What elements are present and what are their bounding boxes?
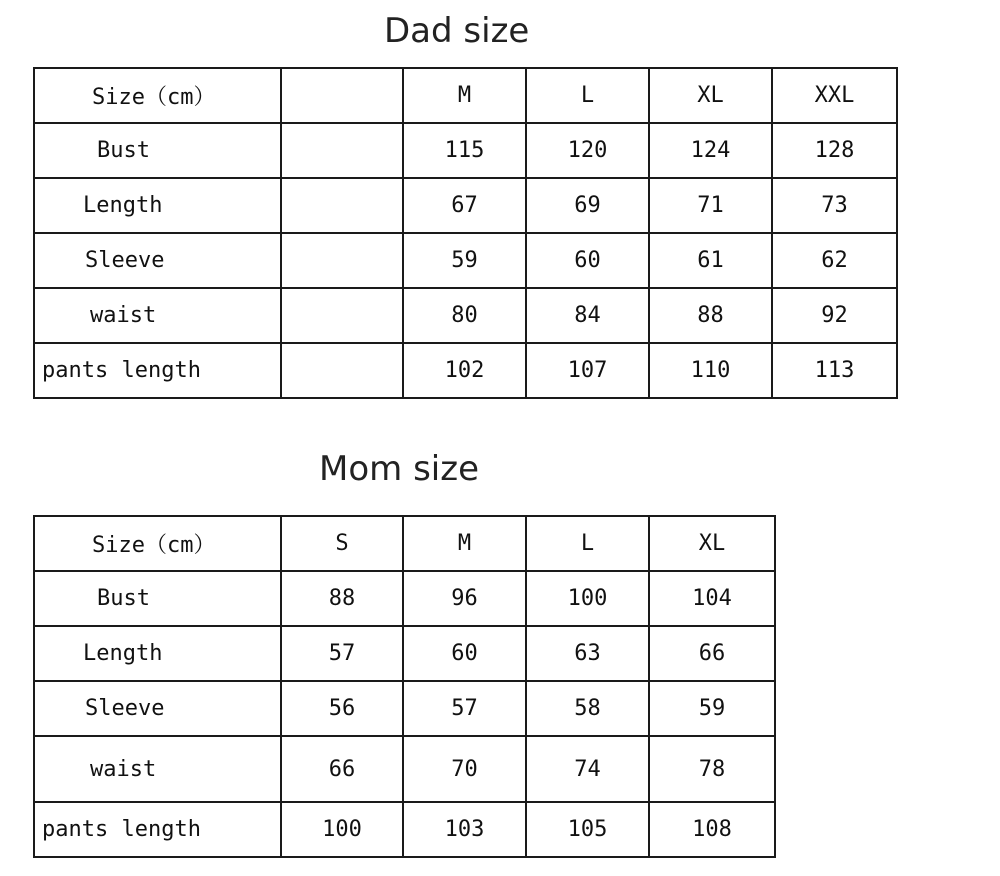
- table-header-row: [34, 516, 775, 571]
- value-cell: 60: [403, 626, 526, 681]
- table-header-row: [34, 68, 897, 123]
- mom-size-table: [33, 515, 776, 858]
- row-label: waist: [34, 736, 281, 802]
- row-label: Bust: [34, 123, 281, 178]
- value-cell: 73: [772, 178, 897, 233]
- value-cell: 57: [403, 681, 526, 736]
- header-cell: XXL: [772, 68, 897, 123]
- value-cell: 100: [281, 802, 403, 857]
- value-cell: 59: [649, 681, 775, 736]
- value-cell: 110: [649, 343, 772, 398]
- header-cell: Size（cm）: [34, 68, 281, 123]
- row-label: Bust: [34, 571, 281, 626]
- table-row: [34, 343, 897, 398]
- value-cell: 88: [649, 288, 772, 343]
- value-cell: 104: [649, 571, 775, 626]
- empty-cell: [281, 288, 403, 343]
- table-row: [34, 123, 897, 178]
- value-cell: 57: [281, 626, 403, 681]
- empty-cell: [281, 343, 403, 398]
- header-cell: S: [281, 516, 403, 571]
- value-cell: 60: [526, 233, 649, 288]
- value-cell: 92: [772, 288, 897, 343]
- dad-size-title: Dad size: [384, 11, 530, 51]
- header-cell: M: [403, 516, 526, 571]
- table-row: [34, 233, 897, 288]
- value-cell: 59: [403, 233, 526, 288]
- header-cell: XL: [649, 516, 775, 571]
- row-label: pants length: [34, 343, 281, 398]
- table-row: [34, 626, 775, 681]
- value-cell: 108: [649, 802, 775, 857]
- value-cell: 61: [649, 233, 772, 288]
- value-cell: 66: [281, 736, 403, 802]
- table-row: [34, 736, 775, 802]
- empty-cell: [281, 233, 403, 288]
- header-cell: XL: [649, 68, 772, 123]
- dad-size-table: [33, 67, 898, 399]
- empty-cell: [281, 123, 403, 178]
- value-cell: 58: [526, 681, 649, 736]
- table-row: [34, 178, 897, 233]
- value-cell: 100: [526, 571, 649, 626]
- value-cell: 96: [403, 571, 526, 626]
- value-cell: 70: [403, 736, 526, 802]
- header-cell: M: [403, 68, 526, 123]
- table-row: [34, 288, 897, 343]
- value-cell: 124: [649, 123, 772, 178]
- empty-cell: [281, 178, 403, 233]
- value-cell: 107: [526, 343, 649, 398]
- row-label: Sleeve: [34, 681, 281, 736]
- value-cell: 120: [526, 123, 649, 178]
- value-cell: 105: [526, 802, 649, 857]
- value-cell: 62: [772, 233, 897, 288]
- table-row: [34, 681, 775, 736]
- value-cell: 102: [403, 343, 526, 398]
- value-cell: 88: [281, 571, 403, 626]
- row-label: Length: [34, 178, 281, 233]
- value-cell: 69: [526, 178, 649, 233]
- value-cell: 74: [526, 736, 649, 802]
- value-cell: 113: [772, 343, 897, 398]
- mom-size-title: Mom size: [319, 449, 479, 489]
- table-row: [34, 802, 775, 857]
- header-cell: [281, 68, 403, 123]
- value-cell: 63: [526, 626, 649, 681]
- value-cell: 115: [403, 123, 526, 178]
- value-cell: 84: [526, 288, 649, 343]
- header-cell: L: [526, 68, 649, 123]
- row-label: Sleeve: [34, 233, 281, 288]
- row-label: waist: [34, 288, 281, 343]
- header-cell: Size（cm）: [34, 516, 281, 571]
- row-label: pants length: [34, 802, 281, 857]
- value-cell: 56: [281, 681, 403, 736]
- value-cell: 66: [649, 626, 775, 681]
- row-label: Length: [34, 626, 281, 681]
- value-cell: 78: [649, 736, 775, 802]
- value-cell: 103: [403, 802, 526, 857]
- value-cell: 71: [649, 178, 772, 233]
- header-cell: L: [526, 516, 649, 571]
- value-cell: 80: [403, 288, 526, 343]
- table-row: [34, 571, 775, 626]
- value-cell: 128: [772, 123, 897, 178]
- value-cell: 67: [403, 178, 526, 233]
